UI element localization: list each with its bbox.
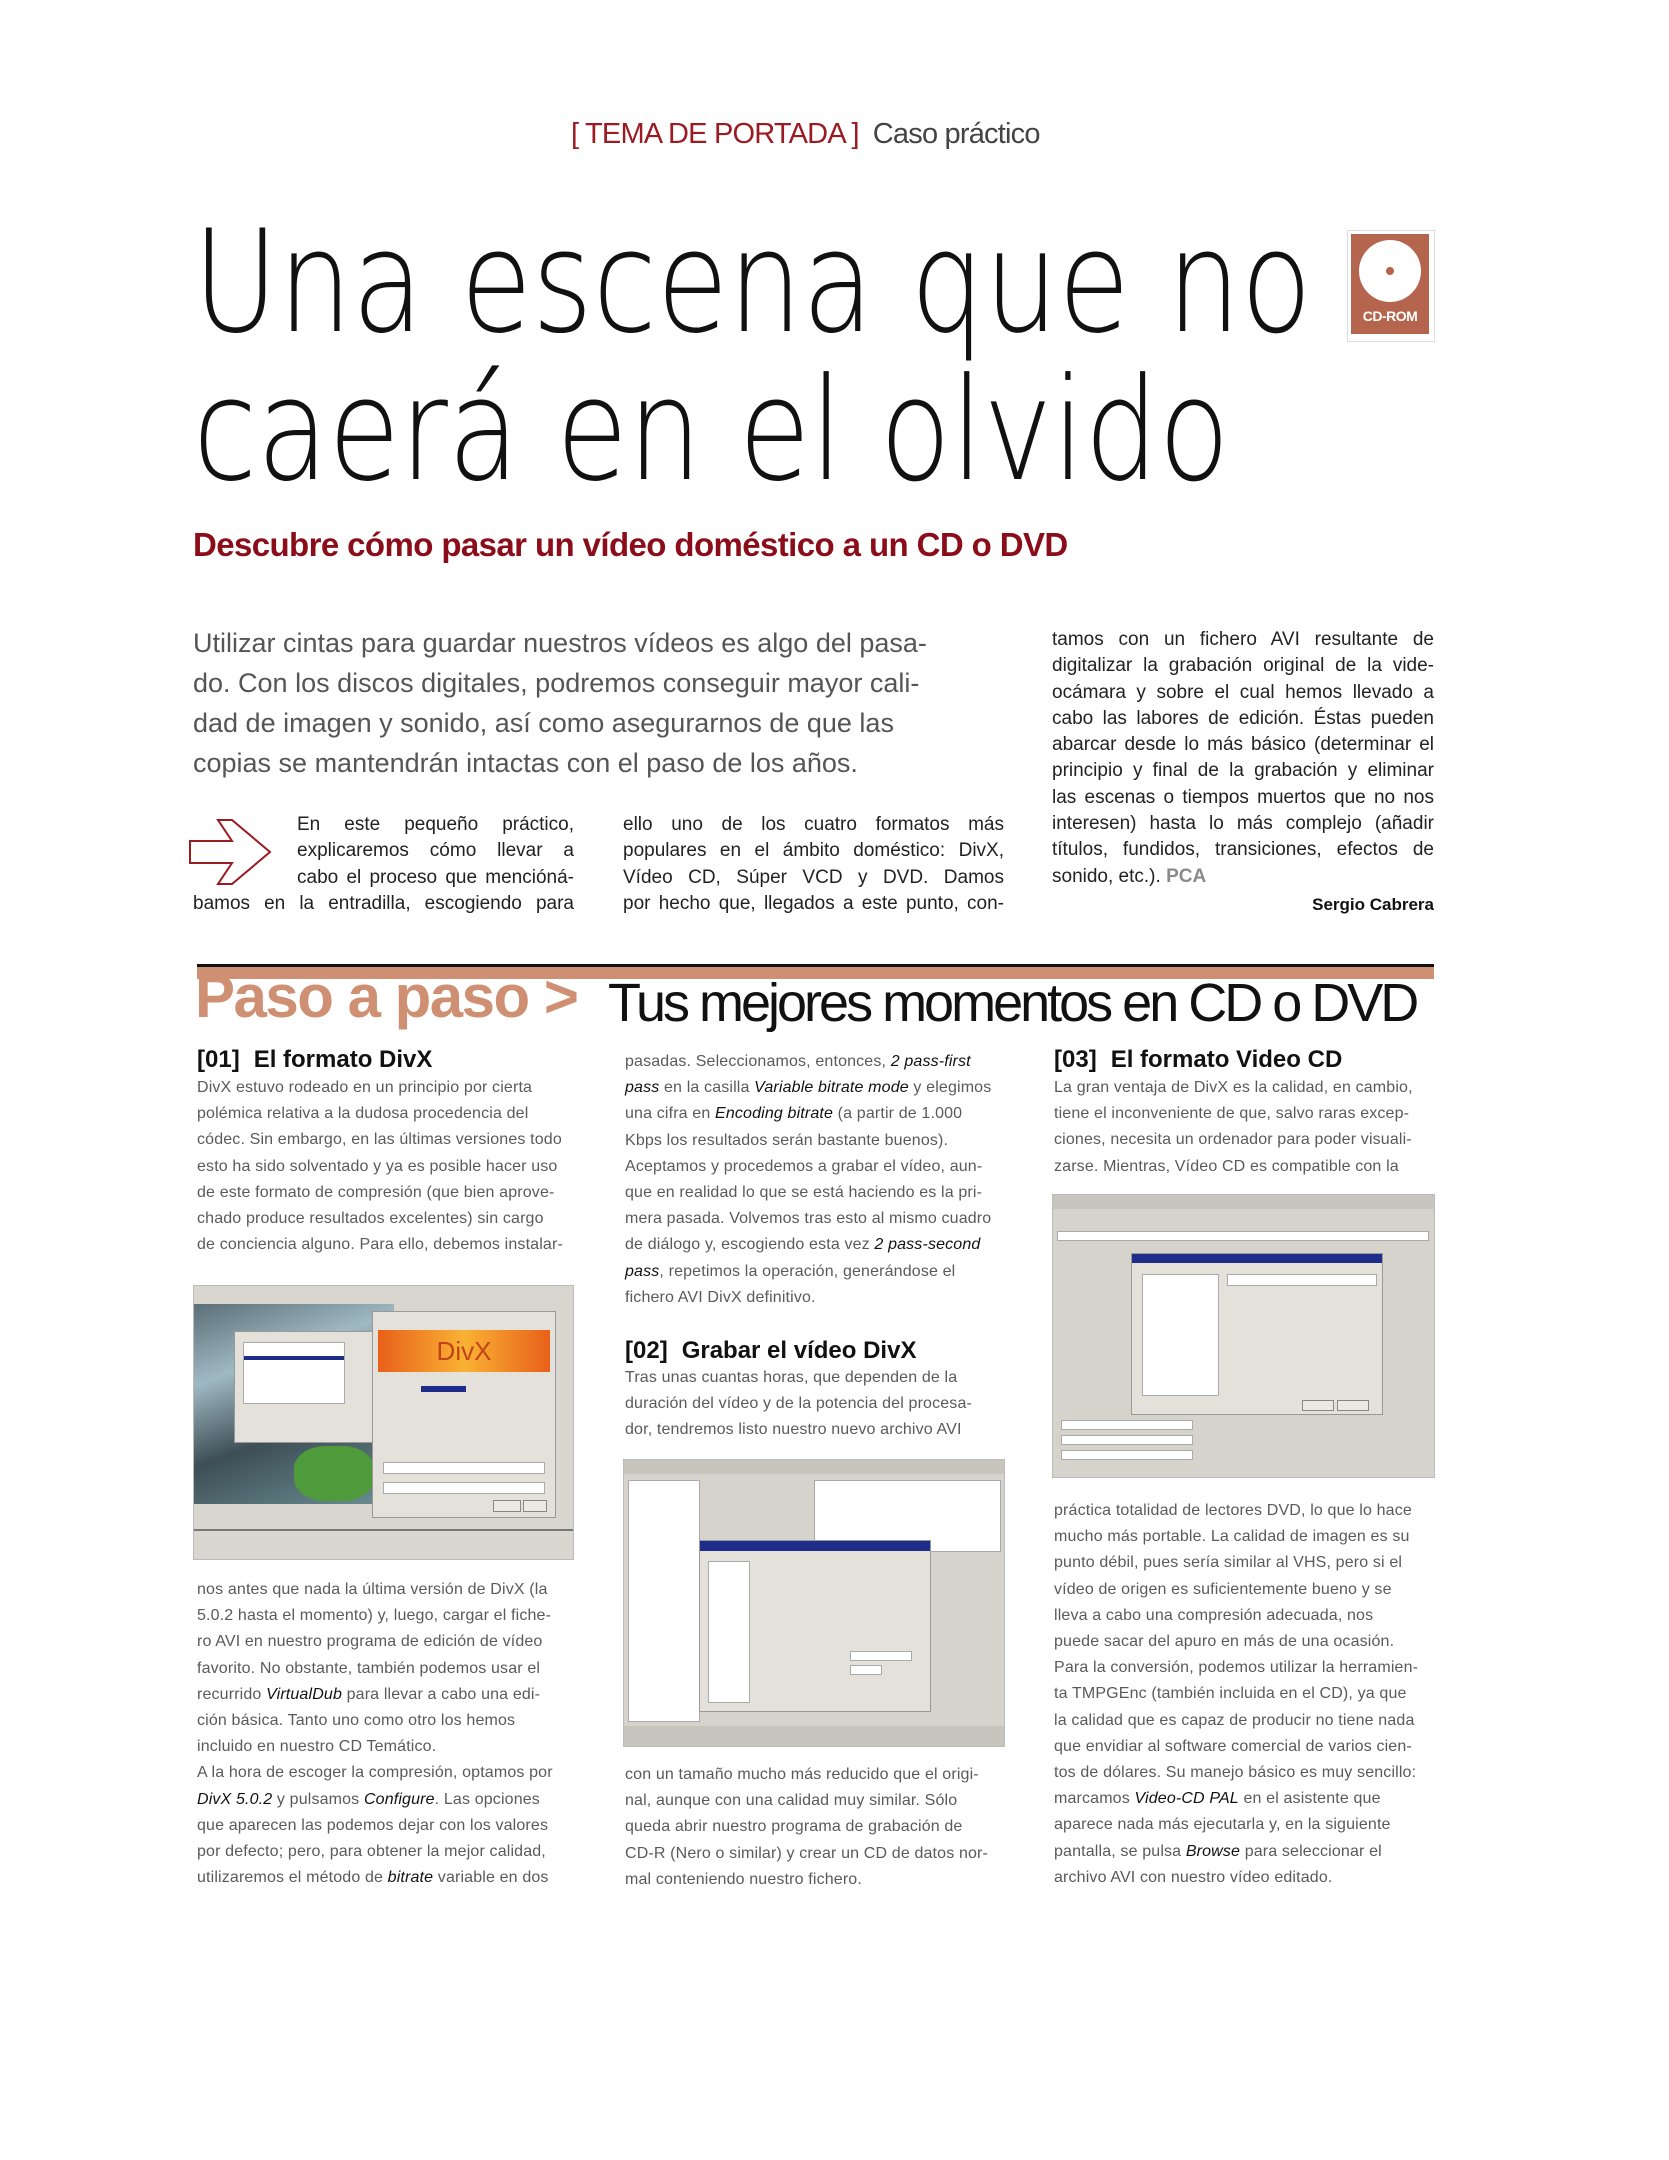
text-line: Kbps los resultados serán bastante buenos). — [625, 1131, 949, 1149]
cd-rom-label: CD-ROM — [1362, 308, 1418, 324]
text-line: archivo AVI con nuestro vídeo editado. — [1054, 1868, 1333, 1886]
emphasized-term: Video-CD PAL — [1134, 1790, 1239, 1808]
text-line: las escenas o tiempos muertos que no nos — [1052, 786, 1434, 808]
text-line: do. Con los discos digitales, podremos conseguir mayor cali- — [193, 668, 920, 698]
text-line: códec. Sin embargo, en las últimas versiones todo — [197, 1131, 562, 1149]
text-line: explicaremos cómo llevar a — [297, 840, 574, 862]
emphasized-term: VirtualDub — [266, 1685, 342, 1703]
text-line: polémica relativa a la dudosa procedencia del — [197, 1105, 529, 1123]
text-line: vídeo de origen es suficientemente bueno y se — [1054, 1580, 1392, 1598]
step-number: [03] — [1054, 1046, 1097, 1073]
author-byline: Sergio Cabrera — [1312, 895, 1434, 914]
text-line: que en realidad lo que se está haciendo es la pri- — [625, 1184, 983, 1202]
text-line: aparece nada más ejecutarla y, en la siguiente — [1054, 1816, 1391, 1834]
text-line: puede sacar del apuro en más de una ocasión. — [1054, 1633, 1395, 1651]
step-number: [01] — [197, 1046, 240, 1073]
text-line: mal conteniendo nuestro fichero. — [625, 1870, 862, 1888]
text-line: CD-R (Nero o similar) y crear un CD de datos nor- — [625, 1844, 988, 1862]
step-01-text-a — [197, 1075, 577, 1258]
text-line: copias se mantendrán intactas con el paso de los años. — [193, 748, 858, 778]
text-line: Utilizar cintas para guardar nuestros vídeos es algo del pasa- — [193, 628, 927, 658]
text-line: mucho más portable. La calidad de imagen es su — [1054, 1528, 1410, 1546]
emphasized-term: 2 pass-first — [890, 1053, 971, 1070]
section-label: [ TEMA DE PORTADA ] — [571, 118, 859, 150]
text-line: que envidiar al software comercial de varios cien- — [1054, 1737, 1412, 1755]
cd-rom-icon — [1351, 234, 1429, 334]
emphasized-term: Browse — [1185, 1842, 1241, 1860]
step-title: El formato DivX — [253, 1046, 433, 1073]
lead-column-1-indented — [297, 812, 574, 891]
step-title: El formato Video CD — [1110, 1046, 1343, 1073]
section-kicker-paso-a-paso: Paso a paso > — [195, 963, 578, 1030]
text-line: ello uno de los cuatro formatos más — [623, 814, 1004, 835]
emphasized-term: DivX 5.0.2 — [197, 1790, 273, 1808]
text-line: 5.0.2 hasta el momento) y, luego, cargar el fiche- — [197, 1607, 552, 1625]
text-line: ta TMPGEnc (también incluida en el CD), ya que — [1054, 1685, 1407, 1703]
text-line: La gran ventaja de DivX es la calidad, en cambio, — [1054, 1079, 1413, 1096]
emphasized-term: bitrate — [387, 1869, 434, 1887]
text-line: dad de imagen y sonido, así como asegurarnos de que las — [193, 708, 894, 738]
title-line-2: caerá en el olvido — [193, 348, 1230, 513]
step-number: [02] — [625, 1337, 668, 1364]
text-line: de conciencia alguno. Para ello, debemos instalar- — [197, 1236, 563, 1254]
text-line: interesen) hasta lo más complejo (añadir — [1052, 813, 1434, 835]
signature-initials: PCA — [1166, 865, 1207, 887]
text-line: digitalizar la grabación original de la vide- — [1052, 655, 1434, 677]
text-line: de diálogo y, escogiendo esta vez 2 pass-second — [625, 1236, 981, 1254]
text-line: bamos en la entradilla, escogiendo para — [193, 893, 574, 914]
intro-paragraph — [193, 623, 983, 783]
text-line: Vídeo CD, Súper VCD y DVD. Damos — [623, 866, 1004, 888]
arrow-right-icon — [188, 817, 276, 887]
text-line: una cifra en Encoding bitrate (a partir de 1.000 — [625, 1105, 963, 1123]
step-heading-01 — [197, 1045, 432, 1075]
text-line: incluido en nuestro CD Temático. — [197, 1738, 437, 1756]
lead-column-2 — [623, 812, 1004, 917]
text-line: dor, tendremos listo nuestro nuevo archivo AVI — [625, 1421, 962, 1439]
text-line: duración del vídeo y de la potencia del procesa- — [625, 1395, 972, 1413]
text-line: que aparecen las podemos dejar con los valores — [197, 1816, 549, 1834]
text-line: la calidad que es capaz de producir no tiene nada — [1054, 1711, 1415, 1729]
text-line: utilizaremos el método de bitrate variable en dos — [197, 1869, 549, 1887]
text-line: populares en el ámbito doméstico: DivX, — [623, 840, 1004, 862]
step-02-text-b — [625, 1762, 1005, 1893]
step-title: Grabar el vídeo DivX — [681, 1337, 917, 1364]
video-frame-detail — [294, 1446, 374, 1501]
text-line: principio y final de la grabación y eliminar — [1052, 760, 1434, 782]
text-line: A la hora de escoger la compresión, optamos por — [197, 1764, 553, 1782]
text-line: práctica totalidad de lectores DVD, lo que lo hace — [1054, 1502, 1412, 1519]
step-01-text-continued — [625, 1049, 1005, 1311]
text-line: favorito. No obstante, también podemos usar el — [197, 1659, 541, 1677]
text-line: ciones, necesita un ordenador para poder visuali- — [1054, 1131, 1412, 1149]
text-line: pass en la casilla Variable bitrate mode y elegimos — [625, 1079, 992, 1097]
text-line: queda abrir nuestro programa de grabación de — [625, 1818, 963, 1836]
text-line: pantalla, se pulsa Browse para seleccionar el — [1054, 1842, 1382, 1860]
subsection-label: Caso práctico — [872, 118, 1040, 150]
emphasized-term: 2 pass-second — [874, 1236, 981, 1254]
text-line: nos antes que nada la última versión de DivX (la — [197, 1581, 548, 1598]
text-line: tamos con un fichero AVI resultante de — [1052, 629, 1434, 650]
text-line: por hecho que, llegados a este punto, con- — [623, 892, 1004, 914]
text-line: DivX 5.0.2 y pulsamos Configure. Las opciones — [197, 1790, 540, 1808]
step-03-text-a — [1054, 1075, 1434, 1180]
text-line: sonido, etc.). PCA — [1052, 865, 1207, 887]
article-subtitle: Descubre cómo pasar un vídeo doméstico a un CD o DVD — [193, 526, 1068, 563]
text-line: En este pequeño práctico, — [297, 814, 574, 835]
tmpgenc-screenshot — [1052, 1194, 1435, 1478]
text-line: punto débil, pues sería similar al VHS, pero si el — [1054, 1554, 1403, 1572]
divx-banner: DivX — [378, 1330, 550, 1372]
divx-settings-dialog — [372, 1311, 556, 1518]
section-kicker — [571, 114, 1040, 154]
compile-dialog — [699, 1540, 931, 1712]
text-line: recurrido VirtualDub para llevar a cabo una edi- — [197, 1685, 541, 1703]
text-line: zarse. Mientras, Vídeo CD es compatible con la — [1054, 1157, 1399, 1175]
text-line: Para la conversión, podemos utilizar la herramien- — [1054, 1659, 1419, 1677]
step-01-text-b — [197, 1577, 577, 1891]
step-02-text-a — [625, 1365, 1005, 1444]
emphasized-term: pass — [625, 1079, 660, 1097]
text-line: nal, aunque con una calidad muy similar. Sólo — [625, 1792, 958, 1810]
lead-column-3 — [1052, 627, 1434, 890]
text-line: de este formato de compresión (que bien aprove- — [197, 1183, 555, 1201]
text-line: ción básica. Tanto uno como otro los hemos — [197, 1712, 516, 1730]
cd-rom-badge — [1347, 230, 1435, 342]
disc-icon — [1359, 240, 1421, 302]
title-line-1: Una escena que no — [193, 200, 1312, 365]
text-line: cabo las labores de edición. Éstas pueden — [1052, 707, 1434, 729]
emphasized-term: pass — [625, 1262, 660, 1280]
text-line: fichero AVI DivX definitivo. — [625, 1288, 816, 1306]
lead-column-1 — [193, 891, 574, 917]
text-line: títulos, fundidos, transiciones, efectos de — [1052, 839, 1434, 861]
text-line: por defecto; pero, para obtener la mejor calidad, — [197, 1843, 546, 1861]
step-heading-03 — [1054, 1045, 1342, 1075]
emphasized-term: Encoding bitrate — [715, 1105, 834, 1123]
article-title — [193, 200, 1312, 513]
text-line: con un tamaño mucho más reducido que el origi- — [625, 1766, 979, 1783]
text-line: lleva a cabo una compresión adecuada, nos — [1054, 1606, 1374, 1624]
nero-screenshot — [623, 1459, 1005, 1747]
filter-dialog — [234, 1331, 376, 1443]
section-title: Tus mejores momentos en CD o DVD — [608, 973, 1417, 1033]
text-line: pass, repetimos la operación, generándose el — [625, 1262, 956, 1280]
text-line: DivX estuvo rodeado en un principio por cierta — [197, 1079, 533, 1096]
step-03-text-b — [1054, 1498, 1434, 1891]
text-line: ro AVI en nuestro programa de edición de vídeo — [197, 1633, 543, 1651]
wizard-dialog — [1131, 1253, 1383, 1415]
text-line: tos de dólares. Su manejo básico es muy sencillo: — [1054, 1764, 1417, 1782]
text-line: cabo el proceso que mencióná- — [297, 866, 574, 888]
text-line: chado produce resultados excelentes) sin cargo — [197, 1210, 544, 1228]
text-line: pasadas. Seleccionamos, entonces, 2 pass-first — [625, 1053, 971, 1070]
step-heading-02 — [625, 1336, 916, 1366]
divx-screenshot — [193, 1285, 574, 1560]
text-line: ocámara y sobre el cual hemos llevado a — [1052, 681, 1434, 703]
text-line: esto ha sido solventado y ya es posible hacer uso — [197, 1157, 558, 1175]
text-line: mera pasada. Volvemos tras esto al mismo cuadro — [625, 1210, 992, 1228]
text-line: abarcar desde lo más básico (determinar el — [1052, 734, 1434, 756]
text-line: Tras unas cuantas horas, que dependen de la — [625, 1369, 958, 1386]
emphasized-term: Configure — [363, 1790, 435, 1808]
text-line: tiene el inconveniente de que, salvo raras excep- — [1054, 1105, 1410, 1123]
text-line: marcamos Video-CD PAL en el asistente que — [1054, 1790, 1381, 1808]
emphasized-term: Variable bitrate mode — [754, 1079, 909, 1097]
text-line: Aceptamos y procedemos a grabar el vídeo, aun- — [625, 1157, 983, 1175]
